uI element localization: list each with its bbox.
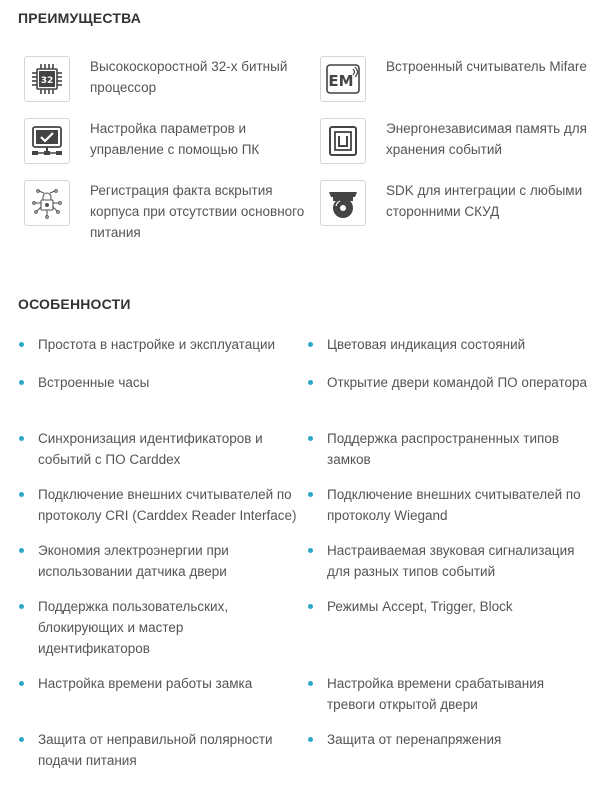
feature-text: Настраиваемая звуковая сигнализация для разных типов событий xyxy=(327,543,575,579)
section-title-features: ОСОБЕННОСТИ xyxy=(18,296,131,312)
feature-text: Защита от неправильной полярности подачи питания xyxy=(38,732,273,768)
bullet-icon xyxy=(19,681,24,686)
bullet-icon xyxy=(19,492,24,497)
feature-text: Защита от перенапряжения xyxy=(327,732,502,747)
svg-text:EM: EM xyxy=(328,72,354,90)
feature-text: Экономия электроэнергии при использовании датчика двери xyxy=(38,543,229,579)
section-title-advantages: ПРЕИМУЩЕСТВА xyxy=(18,10,142,26)
bullet-icon xyxy=(308,548,313,553)
feature-text: Подключение внешних считывателей по протоколу Wiegand xyxy=(327,487,581,523)
advantage-text: SDK для интеграции с любыми сторонними СКУД xyxy=(386,183,583,219)
feature-text: Простота в настройке и эксплуатации xyxy=(38,337,276,352)
bullet-icon xyxy=(19,380,24,385)
advantage-text: Высокоскоростной 32-х битный процессор xyxy=(90,59,288,95)
em-reader-icon xyxy=(320,56,366,102)
bullet-icon xyxy=(19,342,24,347)
bullet-icon xyxy=(19,737,24,742)
advantage-text: Встроенный считыватель Mifare xyxy=(386,59,587,74)
bullet-icon xyxy=(308,604,313,609)
bullet-icon xyxy=(19,436,24,441)
feature-text: Синхронизация идентификаторов и событий с ПО Carddex xyxy=(38,431,263,467)
feature-text: Настройка времени срабатывания тревоги открытой двери xyxy=(327,676,545,712)
feature-text: Цветовая индикация состояний xyxy=(327,337,526,352)
feature-text: Настройка времени работы замка xyxy=(38,676,253,691)
bullet-icon xyxy=(19,548,24,553)
feature-text: Поддержка пользовательских, блокирующих и мастер идентификаторов xyxy=(38,599,229,656)
feature-text: Открытие двери командой ПО оператора xyxy=(327,375,588,390)
advantage-text: Регистрация факта вскрытия корпуса при отсутствии основного питания xyxy=(90,183,305,240)
advantage-text: Энергонезависимая память для хранения событий xyxy=(386,121,587,157)
feature-text: Поддержка распространенных типов замков xyxy=(327,431,560,467)
feature-text: Подключение внешних считывателей по протоколу CRI (Carddex Reader Interface) xyxy=(38,487,297,523)
bullet-icon xyxy=(308,681,313,686)
memory-chip-icon xyxy=(320,118,366,164)
advantage-text: Настройка параметров и управление с помощью ПК xyxy=(90,121,260,157)
svg-text:32: 32 xyxy=(40,76,54,86)
sdk-disc-icon xyxy=(320,180,366,226)
bullet-icon xyxy=(308,342,313,347)
bullet-icon xyxy=(308,436,313,441)
bullet-icon xyxy=(308,380,313,385)
bullet-icon xyxy=(19,604,24,609)
bullet-icon xyxy=(308,492,313,497)
lock-circuit-icon xyxy=(24,180,70,226)
feature-text: Встроенные часы xyxy=(38,375,150,390)
bullet-icon xyxy=(308,737,313,742)
feature-text: Режимы Accept, Trigger, Block xyxy=(327,599,513,614)
pc-monitor-check-icon xyxy=(24,118,70,164)
cpu-32-icon xyxy=(24,56,70,102)
